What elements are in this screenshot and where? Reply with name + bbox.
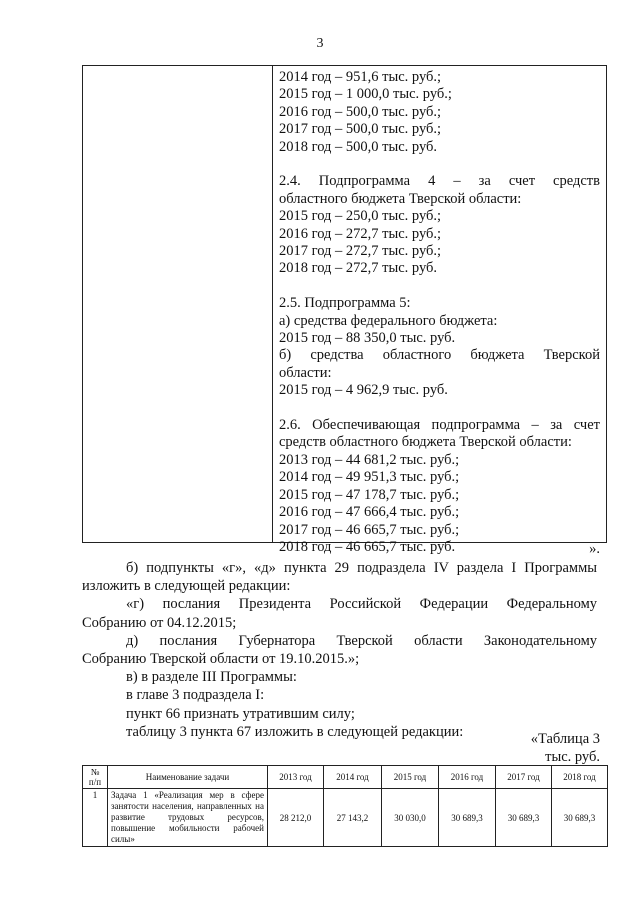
funding-line: 2015 год – 88 350,0 тыс. руб. bbox=[279, 330, 456, 347]
funding-block bbox=[279, 173, 600, 277]
column-header: 2016 год bbox=[439, 766, 496, 789]
column-header: 2014 год bbox=[324, 766, 382, 789]
column-header: 2015 год bbox=[382, 766, 439, 789]
funding-line: области: bbox=[279, 364, 332, 381]
table-caption bbox=[531, 730, 600, 766]
funding-block bbox=[279, 69, 600, 156]
funding-line: 2017 год – 500,0 тыс. руб.; bbox=[279, 121, 442, 138]
table-row bbox=[83, 789, 608, 847]
year-value: 28 212,0 bbox=[268, 789, 324, 847]
column-header: 2018 год bbox=[552, 766, 608, 789]
page-number: 3 bbox=[316, 36, 324, 51]
funding-line: 2018 год – 500,0 тыс. руб. bbox=[279, 138, 438, 155]
body-text bbox=[82, 559, 597, 741]
funding-line: 2016 год – 47 666,4 тыс. руб.; bbox=[279, 504, 460, 521]
funding-line: 2017 год – 46 665,7 тыс. руб.; bbox=[279, 521, 460, 538]
table-divider bbox=[272, 66, 273, 542]
funding-line: а) средства федерального бюджета: bbox=[279, 312, 498, 329]
body-paragraph: б) подпункты «г», «д» пункта 29 подраздела IV раздела I Программы bbox=[126, 560, 597, 576]
year-value: 27 143,2 bbox=[324, 789, 382, 847]
column-header: 2017 год bbox=[496, 766, 552, 789]
body-paragraph: д) послания Губернатора Тверской области Законодательному bbox=[126, 632, 597, 649]
funding-line: 2.4. Подпрограмма 4 – за счет средств bbox=[279, 173, 600, 190]
year-value: 30 689,3 bbox=[439, 789, 496, 847]
funding-cell bbox=[279, 69, 600, 556]
table-title: «Таблица 3 bbox=[530, 731, 600, 747]
body-paragraph: «г) послания Президента Российской Федерации Федеральному bbox=[126, 596, 597, 613]
body-paragraph: таблицу 3 пункта 67 изложить в следующей редакции: bbox=[126, 723, 464, 740]
table-unit: тыс. руб. bbox=[545, 749, 600, 765]
body-paragraph: Собранию от 04.12.2015; bbox=[82, 614, 237, 631]
funding-line: 2.6. Обеспечивающая подпрограмма – за счет bbox=[279, 417, 600, 434]
funding-line: 2015 год – 1 000,0 тыс. руб.; bbox=[279, 86, 452, 103]
funding-block bbox=[279, 295, 600, 399]
funding-line: б) средства областного бюджета Тверской bbox=[279, 347, 600, 364]
funding-line: 2014 год – 951,6 тыс. руб.; bbox=[279, 69, 442, 85]
funding-line: областного бюджета Тверской области: bbox=[279, 190, 522, 207]
funding-line: средств областного бюджета Тверской области: bbox=[279, 434, 572, 451]
funding-line: 2018 год – 272,7 тыс. руб. bbox=[279, 260, 438, 277]
funding-block bbox=[279, 417, 600, 556]
table-body bbox=[83, 789, 608, 847]
row-number: 1 bbox=[83, 789, 108, 847]
year-value: 30 030,0 bbox=[382, 789, 439, 847]
column-header: № п/п bbox=[83, 766, 108, 789]
funding-line: 2.5. Подпрограмма 5: bbox=[279, 295, 411, 312]
funding-line: 2015 год – 4 962,9 тыс. руб. bbox=[279, 382, 448, 399]
column-header: Наименование задачи bbox=[108, 766, 268, 789]
funding-table bbox=[82, 65, 607, 555]
funding-line: 2015 год – 47 178,7 тыс. руб.; bbox=[279, 486, 460, 503]
funding-line: 2017 год – 272,7 тыс. руб.; bbox=[279, 243, 442, 260]
body-paragraph: изложить в следующей редакции: bbox=[82, 578, 291, 595]
column-header: 2013 год bbox=[268, 766, 324, 789]
body-paragraph: пункт 66 признать утратившим силу; bbox=[126, 705, 355, 722]
task-name: Задача 1 «Реализация мер в сфере занятости населения, направленных на развитие трудовых ресурсов, повышение мобильности рабочей силы» bbox=[108, 789, 268, 847]
funding-line: 2016 год – 500,0 тыс. руб.; bbox=[279, 103, 442, 120]
body-paragraph: в) в разделе III Программы: bbox=[126, 669, 297, 686]
funding-line: 2015 год – 250,0 тыс. руб.; bbox=[279, 208, 442, 225]
closing-quote: ». bbox=[589, 541, 600, 557]
year-value: 30 689,3 bbox=[552, 789, 608, 847]
funding-line: 2014 год – 49 951,3 тыс. руб.; bbox=[279, 469, 460, 486]
funding-line: 2013 год – 44 681,2 тыс. руб.; bbox=[279, 451, 460, 468]
task-table bbox=[82, 765, 608, 847]
body-paragraph: Собранию Тверской области от 19.10.2015.»; bbox=[82, 651, 360, 668]
table-header-row bbox=[83, 766, 608, 789]
funding-line: 2018 год – 46 665,7 тыс. руб. bbox=[279, 538, 456, 555]
year-value: 30 689,3 bbox=[496, 789, 552, 847]
funding-line: 2016 год – 272,7 тыс. руб.; bbox=[279, 225, 442, 242]
body-paragraph: в главе 3 подраздела I: bbox=[126, 687, 265, 704]
